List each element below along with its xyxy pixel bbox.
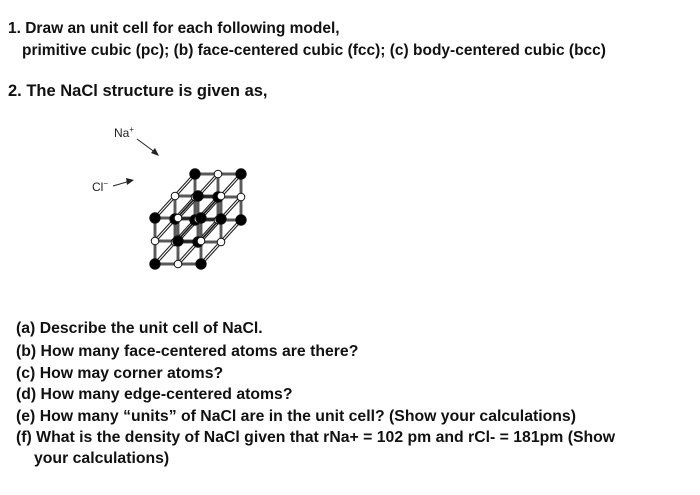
chloride-ion-label: Cl− [92, 179, 109, 194]
part-e: (e) How many “units” of NaCl are in the unit cell? (Show your calculations) [16, 408, 576, 425]
sodium-ion-atom [150, 259, 160, 269]
part-f: (f) What is the density of NaCl given that rNa+ = 102 pm and rCl- = 181pm (Show [16, 429, 616, 446]
question-1-title: 1. Draw an unit cell for each following model, [8, 20, 340, 37]
part-c: (c) How may corner atoms? [16, 365, 224, 382]
chloride-ion-atom [174, 214, 182, 222]
chloride-ion-atom [197, 237, 205, 245]
chloride-ion-arrowhead [126, 178, 134, 185]
part-b: (b) How many face-centered atoms are there? [16, 343, 359, 360]
nacl-crystal-structure-diagram [80, 112, 300, 282]
sodium-ion-atom [193, 191, 203, 201]
chloride-ion-atom [171, 192, 179, 200]
sodium-ion-label: Na+ [114, 125, 135, 140]
question-2-title: 2. The NaCl structure is given as, [8, 82, 268, 100]
question-1-models: primitive cubic (pc); (b) face-centered cubic (fcc); (c) body-centered cubic (bcc) [22, 42, 606, 59]
part-a: (a) Describe the unit cell of NaCl. [16, 320, 263, 337]
part-d: (d) How many edge-centered atoms? [16, 386, 293, 403]
sodium-ion-arrowhead [151, 148, 159, 156]
chloride-ion-atom [174, 260, 182, 268]
sodium-ion-atom [190, 169, 200, 179]
sodium-ion-atom [196, 259, 206, 269]
chloride-ion-atom [214, 170, 222, 178]
part-f-continued: your calculations) [34, 450, 170, 467]
sodium-ion-atom [236, 169, 246, 179]
sodium-ion-atom [236, 215, 246, 225]
sodium-ion-atom [196, 213, 206, 223]
sodium-ion-atom [173, 236, 183, 246]
sodium-ion-atom [150, 213, 160, 223]
chloride-ion-atom [217, 238, 225, 246]
chloride-ion-atom [217, 192, 225, 200]
chloride-ion-atom [151, 237, 159, 245]
sodium-ion-atom [216, 214, 226, 224]
chloride-ion-atom [237, 193, 245, 201]
